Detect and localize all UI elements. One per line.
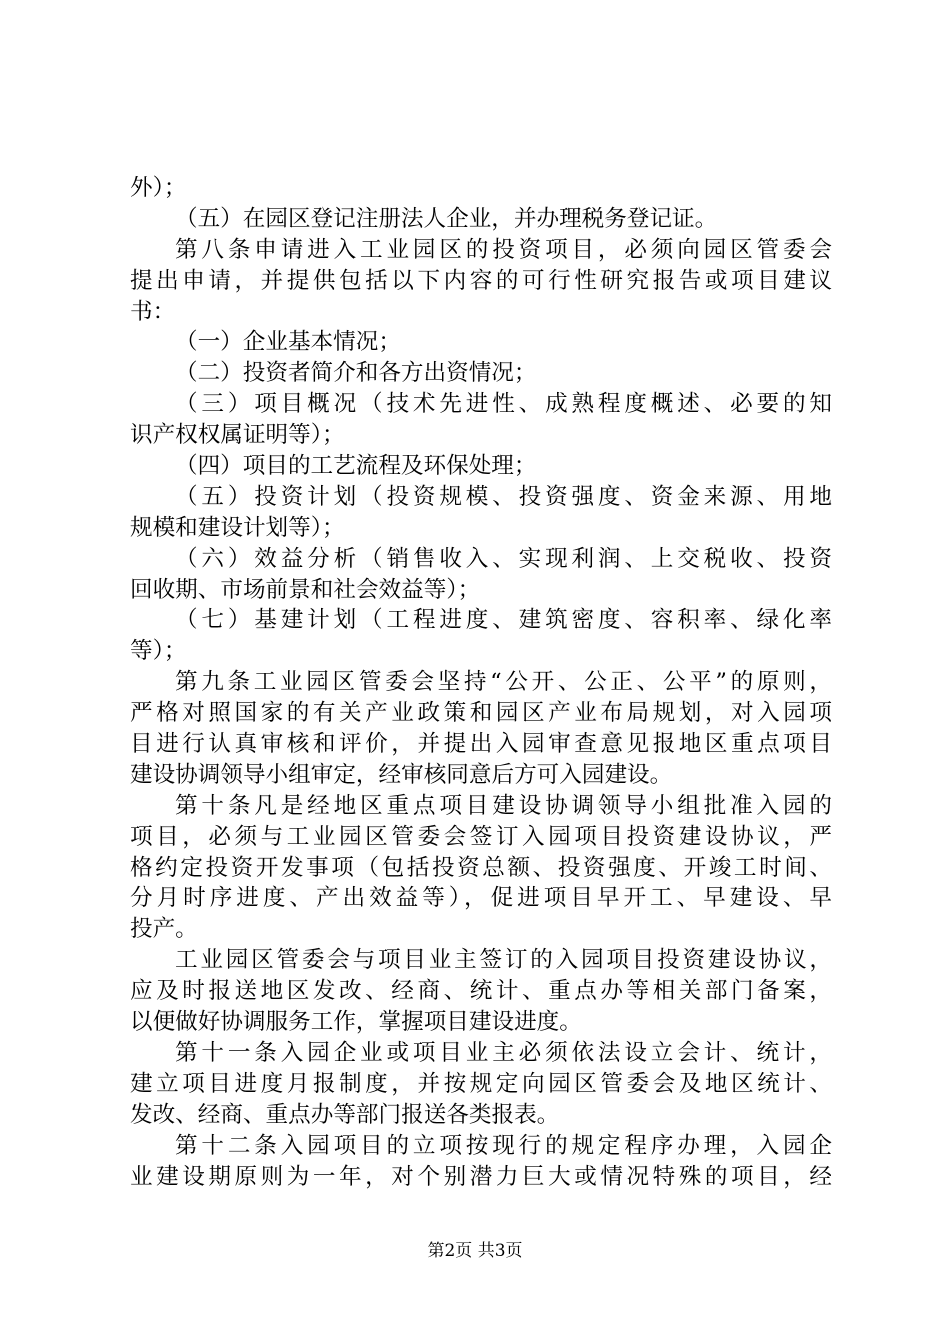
text-line: 应及时报送地区发改、经商、统计、重点办等相关部门备案， — [130, 978, 832, 1005]
text-line: 第十二条入园项目的立项按现行的规定程序办理，入园企 — [175, 1132, 832, 1159]
text-line: 提出申请，并提供包括以下内容的可行性研究报告或项目建议 — [130, 267, 832, 294]
text-line: 识产权权属证明等）； — [130, 422, 345, 449]
text-line: （二）投资者简介和各方出资情况； — [175, 360, 537, 387]
text-line: （一）企业基本情况； — [175, 329, 401, 356]
text-line: （四）项目的工艺流程及环保处理； — [175, 453, 537, 480]
text-line: 外）； — [130, 175, 187, 201]
text-line: （五）投资计划（投资规模、投资强度、资金来源、用地 — [175, 483, 832, 510]
text-line: 第八条申请进入工业园区的投资项目，必须向园区管委会 — [175, 236, 832, 263]
text-line: 项目，必须与工业园区管委会签订入园项目投资建设协议，严 — [130, 823, 832, 850]
text-line: （六）效益分析（销售收入、实现利润、上交税收、投资 — [175, 545, 832, 572]
text-line: 格约定投资开发事项（包括投资总额、投资强度、开竣工时间、 — [130, 854, 832, 881]
text-line: 规模和建设计划等）； — [130, 514, 345, 541]
text-line: 业建设期原则为一年，对个别潜力巨大或情况特殊的项目，经 — [130, 1163, 832, 1190]
text-line: （七）基建计划（工程进度、建筑密度、容积率、绿化率 — [175, 607, 832, 634]
text-line: 书： — [130, 298, 176, 325]
text-line: 等）； — [130, 638, 187, 665]
page-footer: 第2页 共3页 — [427, 1241, 523, 1261]
text-line: 投产。 — [130, 916, 198, 943]
text-line: 建立项目进度月报制度，并按规定向园区管委会及地区统计、 — [130, 1070, 832, 1097]
text-line: 建设协调领导小组审定，经审核同意后方可入园建设。 — [130, 761, 673, 788]
text-line: 以便做好协调服务工作，掌握项目建设进度。 — [130, 1009, 582, 1036]
text-line: （三）项目概况（技术先进性、成熟程度概述、必要的知 — [175, 391, 832, 418]
text-line: 第十一条入园企业或项目业主必须依法设立会计、统计， — [175, 1039, 832, 1066]
text-line: 分月时序进度、产出效益等），促进项目早开工、早建设、早 — [130, 885, 832, 912]
text-line: 目进行认真审核和评价，并提出入园审查意见报地区重点项目 — [130, 731, 832, 758]
text-line: 回收期、市场前景和社会效益等）； — [130, 576, 481, 603]
text-line: （五）在园区登记注册法人企业，并办理税务登记证。 — [175, 205, 718, 232]
document-body — [130, 173, 832, 1192]
text-line: 第十条凡是经地区重点项目建设协调领导小组批准入园的 — [175, 792, 832, 819]
text-line: 工业园区管委会与项目业主签订的入园项目投资建设协议， — [175, 947, 832, 974]
text-line: 严格对照国家的有关产业政策和园区产业布局规划，对入园项 — [130, 700, 832, 727]
text-line: 第九条工业园区管委会坚持“公开、公正、公平”的原则， — [175, 669, 832, 696]
text-line: 发改、经商、重点办等部门报送各类报表。 — [130, 1101, 560, 1128]
